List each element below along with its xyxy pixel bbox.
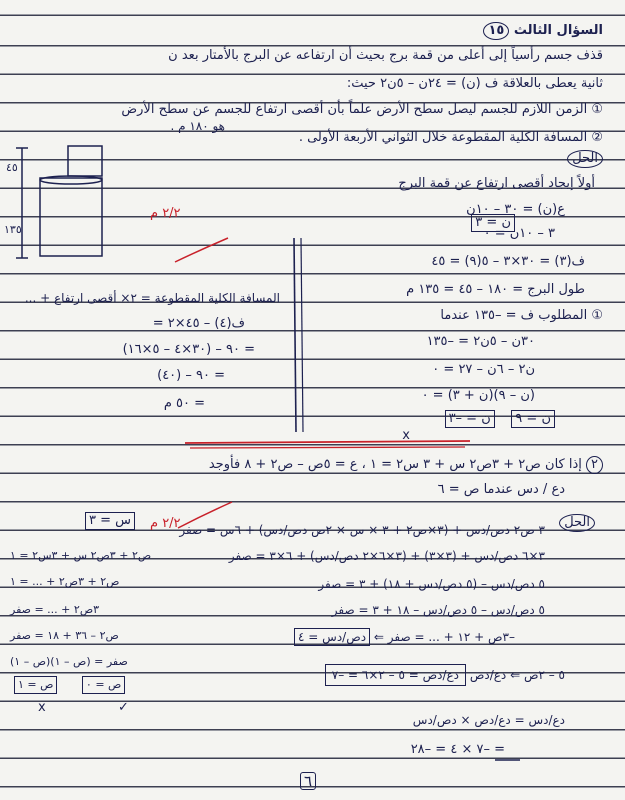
- q2-step-2: ٣×٦ دص/دس + (٣×٣) + (٣×٦×٢ دص/دس) + ٦×٣ = صفر: [228, 549, 545, 563]
- grade-mark-2: ٢/٢ م: [150, 516, 181, 531]
- middle-step-4: = ٥٠ م: [163, 396, 205, 411]
- q2-step-4: ٥ دص/دس – ٥ دص/دس – ١٨ + ٣ = صفر: [331, 603, 545, 617]
- step-r2: ٣ – ١٠ن = ٠: [483, 226, 555, 241]
- left-q2-2: ص٢ + ٣ص٢ + ... = ١: [10, 575, 120, 588]
- requirement-1-cont: هو ١٨٠ م .: [170, 119, 225, 133]
- step-r1: ع(ن) = ٣٠ – ١٠ن: [466, 202, 565, 217]
- diagram-label-135: ١٣٥: [4, 223, 22, 236]
- step-r10-x: x: [402, 428, 410, 443]
- diagram-label-45: ٤٥: [6, 161, 18, 174]
- step-r3: ن = ٣: [471, 214, 515, 232]
- q2-step-8: = –٧ × ٤ = –٢٨: [410, 742, 505, 757]
- intro-line-1: قذف جسم رأسياً إلى أعلى من قمة برج بحيث أن ارتفاعه عن البرج بالأمتار بعد ن: [168, 48, 603, 63]
- left-check-mark: ✓: [118, 700, 129, 715]
- step-r5: طول البرج = ١٨٠ – ٤٥ = ١٣٥ م: [406, 282, 585, 297]
- step-r8: ن٢ – ٦ن – ٢٧ = ٠: [432, 362, 535, 377]
- left-q2-5: (ص – ١)(ص – ١) = صفر: [10, 655, 128, 668]
- step-r6: ① المطلوب ف = –١٣٥ عندما: [440, 308, 603, 323]
- left-q2-1: ص٢ + ٣ص٢ س + ٣س٢ = ١: [10, 549, 152, 562]
- intro-line-2: ثانية يعطى بالعلاقة ف (ن) = ٢٤ن – ٥ن٢ حيث:: [346, 76, 603, 91]
- requirement-1: ① الزمن اللازم للجسم ليصل سطح الأرض علماً بأن أقصى ارتفاع للجسم عن سطح الأرض: [121, 102, 603, 117]
- solution-label: الحل: [567, 150, 603, 168]
- q2-step-6: ٥ – ٢ص ⇐ دع/دص دع/دص = ٥ – ٢×٦ = –٧: [325, 664, 565, 686]
- step-r10: ن = ٩ ن = –٣: [445, 410, 555, 428]
- step-r4: ف(٣) = ٣٠×٣ – ٥(٩) = ٤٥: [431, 254, 585, 269]
- left-q2-boxes: ص = ١ ص = ٠: [14, 676, 125, 694]
- q2-line-1: ٢ إذا كان ص٢ + ٣ص٢ س + ٣ س٢ = ١ ، ع = ٥ص – ص٢ + ٨ فأوجد: [209, 456, 603, 474]
- left-q2-3: ٣ص٢ + ... = صفر: [10, 603, 100, 616]
- question-title: السؤال الثالث ١٥: [483, 22, 603, 40]
- right-heading: أولاً إيجاد أقصى ارتفاع عن قمة البرج: [398, 176, 595, 191]
- page-number: ٦: [300, 772, 316, 790]
- middle-heading: المسافة الكلية المقطوعة = ٢× أقصى ارتفاع + ...: [24, 291, 280, 305]
- q2-line-2: دع / دس عندما ص = ٦: [437, 482, 565, 497]
- middle-step-1: ف(٤) – ٤٥×٢ =: [152, 316, 245, 331]
- step-r7: ٣٠ن – ٥ن٢ = –١٣٥: [426, 334, 535, 349]
- grade-mark-1: ٢/٢ م: [150, 206, 181, 221]
- tower-diagram: [16, 146, 102, 258]
- q2-step-7: دع/دس = دع/دص × دص/دس: [412, 713, 565, 727]
- middle-step-3: = ٩٠ – (٤٠): [157, 368, 225, 383]
- middle-step-2: = ٩٠ – (٣٠×٤ – ٥×١٦): [122, 342, 255, 357]
- q2-step-5: –٣ص + ١٢ + ... = صفر ⇐ دص/دس = ٤: [294, 628, 515, 646]
- left-q2-4: ص٢ – ٣٦ + ١٨ = صفر: [10, 629, 119, 642]
- left-x-mark: x: [38, 700, 46, 715]
- q2-step-1: ٣ ص٢ دص/دس + (٣×ص٢ + ٣ × س × ٢ص دص/دس) + ٦س = صفر: [179, 523, 545, 537]
- step-r9: (ن – ٩)(ن + ٣) = ٠: [421, 388, 535, 403]
- q2-step-3: ٥ دص/دس – (٥ دص/دس + ١٨) + ٣ = صفر: [318, 577, 545, 591]
- q2-box-x: س = ٣: [85, 512, 135, 530]
- requirement-2: ② المسافة الكلية المقطوعة خلال الثواني الأربعة الأولى .: [298, 130, 603, 145]
- q2-solution-label: الحل: [559, 514, 595, 532]
